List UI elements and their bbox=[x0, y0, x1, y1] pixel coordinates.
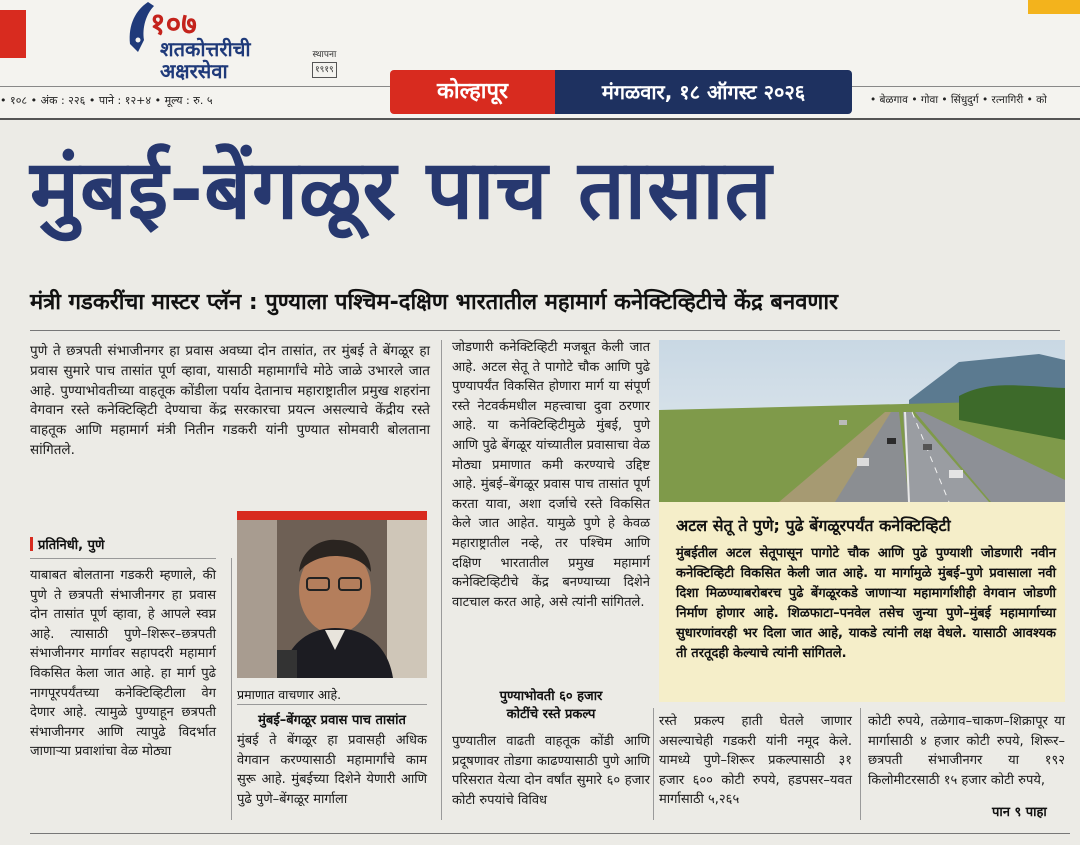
column-3-text: जोडणारी कनेक्टिव्हिटी मजबूत केली जात आहे. अटल सेतू ते पागोटे चौक आणि पुढे पुण्यापर्यंत विकसित होणारा मार्ग या संपूर्ण रस्ते नेटवर्कमधील महत्त्वाचा दुवा ठरणार आहे. या कनेक्टिव्हिटीमुळे मुंबई, पुणे आणि पुढे बेंगळूर यांच्यातील प्रवासाचा वेळ मोठ्या प्रमाणात कमी करण्याचे उद्दिष्ट आहे. मुंबई–बेंगळूर प्रवास पाच तासांत पूर्ण करता यावा, अशा दर्जाचे रस्ते विकसित केले जात आहेत. यामुळे पुणे हे केवळ महाराष्ट्रातील नव्हे, तर पश्चिम आणि दक्षिण भारतातील प्रमुख महामार्ग कनेक्टिव्हिटीचे केंद्र बनण्याच्या दिशेने वाटचाल करत आहे, असे त्यांनी सांगितले. bbox=[452, 340, 650, 610]
column-1-text: याबाबत बोलताना गडकरी म्हणाले, की पुणे ते छत्रपती संभाजीनगर हा प्रवास दोन तासांत पूर्ण व्हावा, हे आपले स्वप्न आहे. त्यासाठी पुणे–शिरूर–छत्रपती संभाजीनगर मार्गावर सहापदरी महामार्ग विकसित केला जात आहे. हा मार्ग पुढे नागपूरपर्यंतच्या कनेक्टिव्हिटीला वेग देणार आहे. त्यामुळे पुण्याहून छत्रपती संभाजीनगर आणि त्यापुढे विदर्भात जाणाऱ्या प्रवाशांचा वेळ मोठ्या bbox=[30, 568, 216, 760]
lead-paragraph: पुणे ते छत्रपती संभाजीनगर हा प्रवास अवघ्या दोन तासांत, तर मुंबई ते बेंगळूर हा प्रवास सुमारे पाच तासांत पूर्ण व्हावा, यासाठी महामार्गांचे मोठे जाळे उभारले जात आहे. पुण्याभोवतीच्या वाहतूक कोंडीला पर्याय देतानाच महाराष्ट्रातील प्रमुख शहरांना वेगवान रस्ते कनेक्टिव्हिटी देण्याचा केंद्र सरकारचा प्रयत्न असल्याचे केंद्रीय रस्ते वाहतूक आणि महामार्ग मंत्री नितीन गडकरी यांनी पुण्यात सोमवारी बोलताना सांगितले. bbox=[30, 343, 430, 458]
column-4-text: रस्ते प्रकल्प हाती घेतले जाणार असल्याचेही गडकरी यांनी नमूद केले. यामध्ये पुणे–शिरूर प्रकल्पासाठी ३१ हजार ६०० कोटी रुपये, हडपसर–यवत मार्गासाठी ५,२६५ bbox=[659, 714, 852, 808]
column-5-text: कोटी रुपये, तळेगाव–चाकण–शिक्रापूर या मार्गासाठी ४ हजार कोटी रुपये, शिरूर–छत्रपती संभाजीनगर या १९२ किलोमीटरसाठी १५ हजार कोटी रुपये, bbox=[868, 714, 1065, 788]
red-corner-block bbox=[0, 10, 26, 58]
tagline-line-1: शतकोत्तरीची bbox=[160, 37, 251, 61]
byline-marker bbox=[30, 537, 33, 551]
column-3-subtitle-line-1: पुण्याभोवती ६० हजार bbox=[499, 689, 603, 704]
byline bbox=[30, 535, 104, 553]
bottom-rule bbox=[30, 833, 1070, 834]
column-divider bbox=[860, 708, 861, 820]
portrait-image bbox=[237, 520, 427, 678]
yellow-corner-block bbox=[1028, 0, 1080, 14]
headline: मुंबई-बेंगळूर पाच तासात bbox=[30, 143, 773, 238]
column-2-subtitle: मुंबई–बेंगळूर प्रवास पाच तासांत bbox=[258, 713, 406, 728]
highway-image bbox=[659, 340, 1065, 502]
established bbox=[312, 48, 337, 78]
masthead-bottom-rule bbox=[0, 118, 1080, 120]
established-label: स्थापना bbox=[312, 50, 337, 60]
masthead bbox=[0, 0, 1080, 118]
photo-caption: प्रमाणात वाचणार आहे. bbox=[237, 687, 342, 702]
city-label: कोल्हापूर bbox=[390, 70, 555, 114]
continued-on-page: पान ९ पाहा bbox=[992, 805, 1047, 820]
subheadline-rule bbox=[30, 330, 1060, 331]
caption-rule bbox=[237, 704, 427, 705]
date-label: मंगळवार, १८ ऑगस्ट २०२६ bbox=[555, 70, 852, 114]
tagline-line-2: अक्षरसेवा bbox=[160, 59, 228, 83]
anniversary-number: १०७ bbox=[150, 7, 197, 42]
column-3-subtitle-line-2: कोटींचे रस्ते प्रकल्प bbox=[506, 707, 596, 722]
established-year: १९१९ bbox=[312, 62, 337, 78]
column-3-subtitle bbox=[452, 688, 650, 724]
editions-list: • बेळगाव • गोवा • सिंधुदुर्ग • रत्नागिरी • को bbox=[870, 94, 1047, 106]
column-divider bbox=[231, 558, 232, 820]
column-divider bbox=[441, 340, 442, 820]
info-box-title: अटल सेतू ते पुणे; पुढे बेंगळूरपर्यंत कनेक्टिव्हिटी bbox=[676, 516, 951, 535]
highway-photo bbox=[659, 340, 1065, 502]
subheadline: मंत्री गडकरींचा मास्टर प्लॅन : पुण्याला पश्चिम-दक्षिण भारतातील महामार्ग कनेक्टिव्हिटीचे केंद्र बनवणार bbox=[30, 290, 839, 315]
minister-photo bbox=[237, 520, 427, 678]
byline-rule bbox=[30, 558, 216, 559]
info-box-text: मुंबईतील अटल सेतूपासून पागोटे चौक आणि पुढे पुण्याशी जोडणारी नवीन कनेक्टिव्हिटी विकसित केली जात आहे. या मार्गामुळे मुंबई–पुणे प्रवासाला नवी दिशा मिळण्याबरोबरच पुढे बेंगळूरकडे जाणाऱ्या महामार्गाशीही वेगवान जोडणी निर्माण होणार आहे. शिळफाटा–पनवेल तसेच जुन्या पुणे–मुंबई महामार्गाच्या सुधारणांवरही भर दिला जात आहे, याकडे त्यांनी लक्ष वेधले. यासाठी आवश्यक ती तरतूदही केल्याचे त्यांनी सांगितले. bbox=[676, 546, 1056, 661]
tagline bbox=[160, 38, 251, 82]
issue-info: • १०८ • अंक : २२६ • पाने : १२+४ • मूल्य : रु. ५ bbox=[0, 94, 213, 107]
photo-top-bar bbox=[237, 511, 427, 520]
column-2-text: मुंबई ते बेंगळूर हा प्रवासही अधिक वेगवान करण्यासाठी महामार्गांचे काम सुरू आहे. मुंबईच्या दिशेने येणारी आणि पुढे पुणे–बेंगळूर मार्गाला bbox=[237, 733, 427, 807]
byline-text: प्रतिनिधी, पुणे bbox=[38, 538, 105, 553]
column-3b-text: पुण्यातील वाढती वाहतूक कोंडी आणि प्रदूषणावर तोडगा काढण्यासाठी पुणे आणि परिसरात येत्या दोन वर्षांत सुमारे ६० हजार कोटी रुपयांचे विविध bbox=[452, 734, 650, 808]
column-divider bbox=[653, 708, 654, 820]
